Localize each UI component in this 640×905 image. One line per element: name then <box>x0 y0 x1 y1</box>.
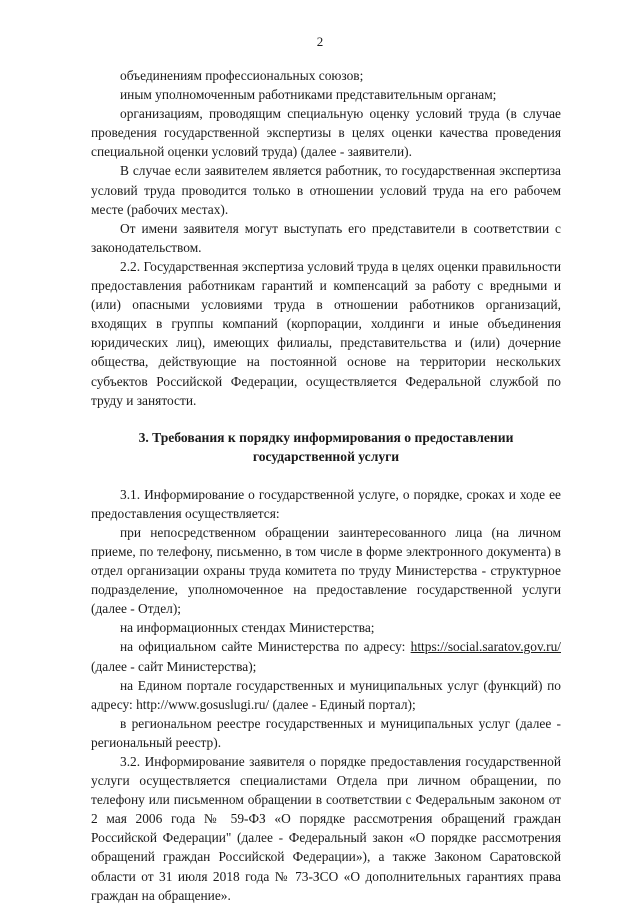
paragraph-trade-unions: объединениям профессиональных союзов; <box>120 68 364 83</box>
paragraph-3-1: 3.1. Информирование о государственной услуге, о порядке, сроках и ходе ее предоставления осуществляется: <box>91 486 561 521</box>
paragraph-official-site <box>91 637 561 675</box>
official-site-text-before: на официальном сайте Министерства по адресу: <box>120 639 411 655</box>
paragraph-direct-appeal: при непосредственном обращении заинтересованного лица (на личном приеме, по телефону, письменно, в том числе в форме электронного документа) в отдел организации охраны труда комитета по труду Министерства - структурное подразделение, уполномоченное на предоставление государственной услуги (далее - Отдел); <box>91 524 561 617</box>
official-site-text-after: (далее - сайт Министерства); <box>91 658 257 674</box>
paragraph-regional-registry: в региональном реестре государственных и муниципальных услуг (далее - региональный реестр). <box>91 715 561 750</box>
page-number: 2 <box>316 34 324 49</box>
official-site-link[interactable]: https://social.saratov.gov.ru/ <box>410 639 561 655</box>
section-3-heading-line-2: государственной услуги <box>252 449 400 465</box>
paragraph-info-stands: на информационных стендах Министерства; <box>120 620 375 636</box>
section-3-heading <box>91 428 561 467</box>
section-3-heading-line-1: 3. Требования к порядку информирования о предоставлении <box>138 429 514 445</box>
paragraph-3-2: 3.2. Информирование заявителя о порядке предоставления государственной услуги осуществляется специалистами Отдела при личном обращении, по телефону или письменном обращении в соответствии с Федеральным законом от 2 мая 2006 года № 59-ФЗ «О порядке рассмотрения обращений граждан Российской Федерации" (далее - Федеральный закон «О порядке рассмотрения обращений граждан Российской Федерации»), а также Законом Саратовской области от 31 июля 2018 года № 73-ЗСО «О дополнительных гарантиях права граждан на обращение». <box>91 754 561 903</box>
paragraph-representative-bodies: иным уполномоченным работниками представительным органам; <box>120 87 497 103</box>
paragraph-2-2: 2.2. Государственная экспертиза условий труда в целях оценки правильности предоставления работникам гарантий и компенсаций за работу с вредными и (или) опасными условиями труда в отношении работников организаций, входящих в группы компаний (корпорации, холдинги и иные объединения юридических лиц), имеющих филиалы, представительства и (или) дочерние общества, действующие на постоянной основе на территории нескольких субъектов Российской Федерации, осуществляется Федеральной службой по труду и занятости. <box>91 258 561 408</box>
paragraph-unified-portal: на Едином портале государственных и муниципальных услуг (функций) по адресу: http://www.gosuslugi.ru/ (далее - Единый портал); <box>91 677 561 712</box>
paragraph-assessment-organizations: организациям, проводящим специальную оценку условий труда (в случае проведения государственной экспертизы в целях оценки качества проведения специальной оценки условий труда) (далее - заявители). <box>91 106 561 160</box>
paragraph-representatives: От имени заявителя могут выступать его представители в соответствии с законодательством. <box>91 220 561 255</box>
document-body <box>91 66 561 905</box>
paragraph-worker-applicant: В случае если заявителем является работник, то государственная экспертиза условий труда проводится только в отношении условий труда на его рабочем месте (рабочих местах). <box>91 163 561 217</box>
